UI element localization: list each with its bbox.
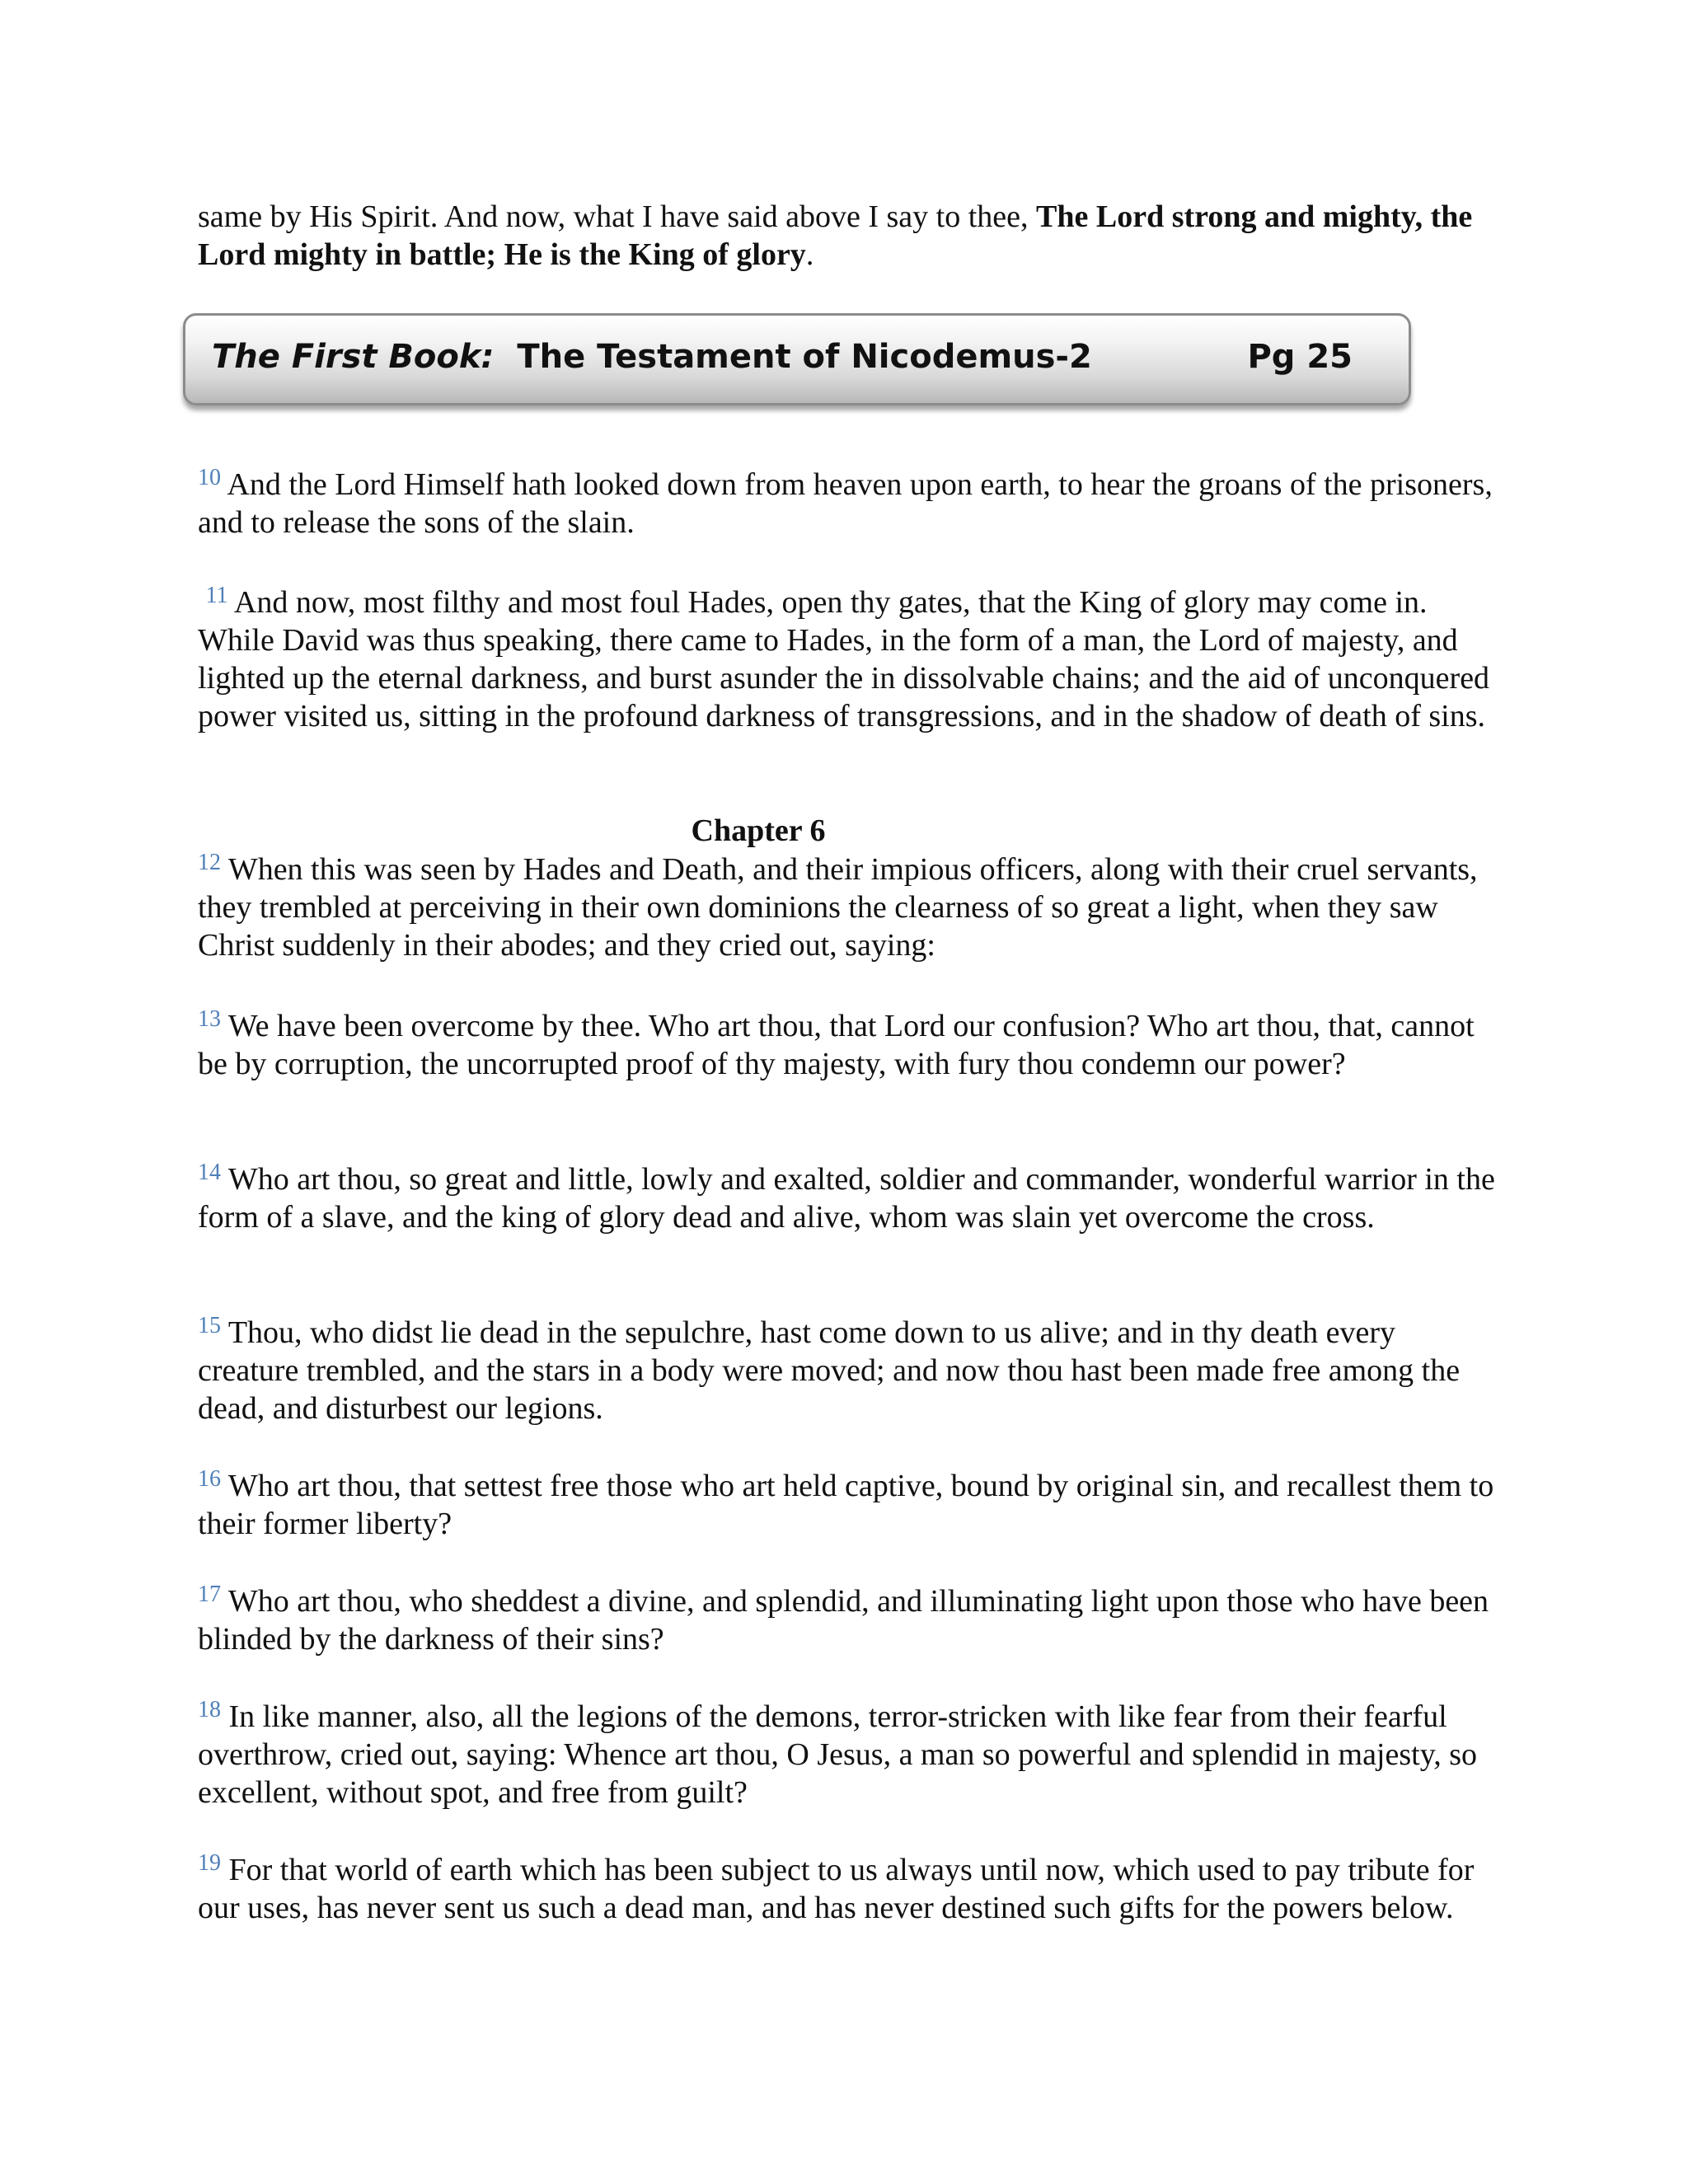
verse-text: Who art thou, that settest free those who art held captive, bound by original sin, and recallest them to their former liberty? [198, 1469, 1494, 1541]
header-page-number: Pg 25 [1247, 338, 1353, 376]
verse-number: 11 [205, 583, 228, 608]
intro-text: same by His Spirit. And now, what I have said above I say to thee, [198, 199, 1037, 234]
page-header-bar [183, 313, 1411, 405]
intro-end: . [805, 237, 814, 272]
verse-number: 19 [198, 1850, 221, 1876]
header-title-group [212, 316, 1092, 398]
intro-bold-text: The Lord strong and mighty, the Lord mighty in battle; He is the King of glory [198, 199, 1473, 272]
verse-number: 12 [198, 850, 221, 875]
verse-text: Who art thou, who sheddest a divine, and splendid, and illuminating light upon those who have been blinded by the darkness of their sins? [198, 1584, 1489, 1657]
header-title: The Testament of Nicodemus-2 [517, 338, 1092, 376]
verse-paragraph [198, 851, 1500, 964]
verse-text: When this was seen by Hades and Death, and their impious officers, along with their cruel servants, they trembled at perceiving in their own dominions the clearness of so great a light, when they saw Christ suddenly in their abodes; and they cried out, saying: [198, 852, 1478, 963]
verse-number: 13 [198, 1006, 221, 1032]
verse-number: 15 [198, 1313, 221, 1338]
verse-paragraph [198, 583, 1500, 735]
verse-paragraph [198, 1160, 1500, 1236]
verse-number: 17 [198, 1582, 221, 1607]
verse-text: Thou, who didst lie dead in the sepulchre, hast come down to us alive; and in thy death every creature trembled, and the stars in a body were moved; and now thou hast been made free among the dead, and disturbest our legions. [198, 1315, 1461, 1426]
verse-paragraph [198, 1582, 1500, 1658]
verse-paragraph [198, 1851, 1500, 1927]
verse-number: 14 [198, 1160, 221, 1185]
verse-text: And now, most filthy and most foul Hades, open thy gates, that the King of glory may come in. While David was thus speaking, there came to Hades, in the form of a man, the Lord of majesty, and lighted up the eternal darkness, and burst asunder the in dissolvable chains; and the aid of unconquered power visited us, sitting in the profound darkness of transgressions, and in the shadow of death of sins. [198, 585, 1490, 733]
verse-paragraph [198, 1467, 1500, 1543]
verse-paragraph [198, 1698, 1500, 1811]
verse-number: 16 [198, 1466, 221, 1492]
verse-paragraph [198, 466, 1500, 541]
verse-text: Who art thou, so great and little, lowly and exalted, soldier and commander, wonderful warrior in the form of a slave, and the king of glory dead and alive, whom was slain yet overcome the cross. [198, 1162, 1495, 1235]
chapter-heading: Chapter 6 [691, 813, 826, 848]
intro-paragraph [198, 198, 1500, 274]
verse-number: 10 [198, 465, 221, 490]
verse-number: 18 [198, 1697, 221, 1722]
header-book-label: The First Book: [212, 338, 495, 376]
verse-text: In like manner, also, all the legions of the demons, terror-stricken with like fear from their fearful overthrow, cried out, saying: Whence art thou, O Jesus, a man so powerful and splendid in majesty, so excellent, without spot, and free from guilt? [198, 1699, 1478, 1810]
verse-text: And the Lord Himself hath looked down from heaven upon earth, to hear the groans of the prisoners, and to release the sons of the slain. [198, 467, 1493, 540]
verse-text: For that world of earth which has been subject to us always until now, which used to pay tribute for our uses, has never sent us such a dead man, and has never destined such gifts for the powers below. [198, 1853, 1475, 1925]
verse-text: We have been overcome by thee. Who art thou, that Lord our confusion? Who art thou, that, cannot be by corruption, the uncorrupted proof of thy majesty, with fury thou condemn our power? [198, 1009, 1475, 1081]
verse-paragraph [198, 1314, 1500, 1427]
verse-paragraph [198, 1007, 1500, 1083]
